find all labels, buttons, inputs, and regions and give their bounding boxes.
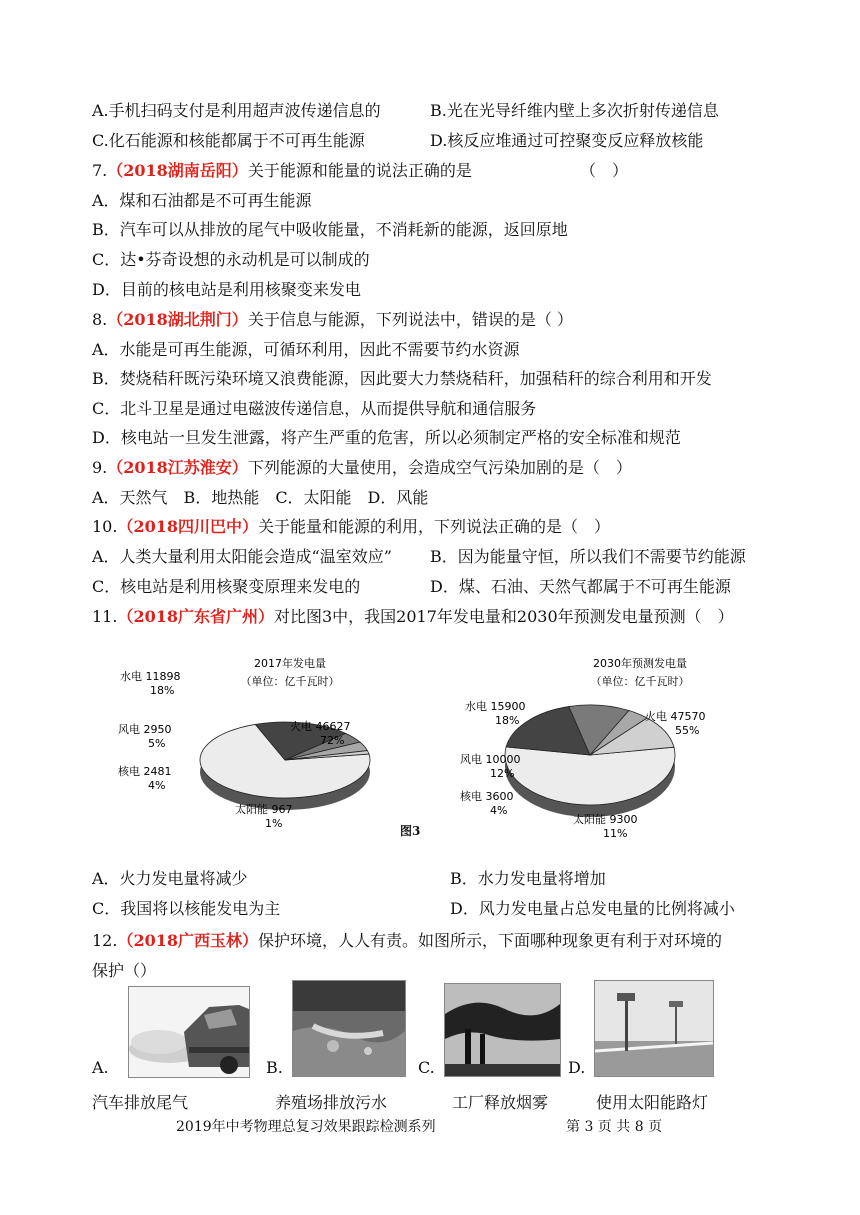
q12-text: 保护环境，人人有责。如图所示，下面哪种现象更有利于对环境的 [258,931,723,950]
q7-stem [92,160,472,182]
pie-label-3: 风电 10000 [460,753,521,766]
q7-option-a: A．煤和石油都是不可再生能源 [92,191,312,210]
q10-option-c: C．核电站是利用核聚变原理来发电的 [92,577,361,596]
q7-text: 关于能源和能量的说法正确的是 [247,161,472,180]
q6-option-a: A.手机扫码支付是利用超声波传递信息的 [92,101,381,120]
pie-chart-2017 [110,645,410,840]
pie-percent-5: 1% [265,817,283,830]
pie-2017-svg [110,645,410,840]
q6-option-c: C.化石能源和核能都属于不可再生能源 [92,131,365,150]
q12-letter-c: C. [418,1058,435,1077]
q10-text: 关于能量和能源的利用，下列说法正确的是（ ） [258,517,611,536]
q9-number: 9. [92,458,108,477]
pie-percent-1: 72% [320,734,345,747]
q11-option-d: D．风力发电量占总发电量的比例将减小 [450,899,735,918]
pie-label-4: 核电 3600 [460,790,514,803]
q8-option-a: A．水能是可再生能源，可循环利用，因此不需要节约水资源 [92,340,520,359]
q10-source: （2018四川巴中） [117,517,258,536]
pie-title: 2030年预测发电量 [593,657,687,670]
q12-stem [92,930,722,952]
q8-option-c: C．北斗卫星是通过电磁波传递信息，从而提供导航和通信服务 [92,399,537,418]
pie-label-2: 水电 15900 [465,700,526,713]
q10-option-b: B．因为能量守恒，所以我们不需要节约能源 [430,547,746,566]
pie-subtitle: （单位：亿千瓦时） [240,675,340,688]
q12-number: 12. [92,931,118,950]
q11-text: 对比图3中，我国2017年发电量和2030年预测发电量预测（ ） [274,607,734,626]
pie-label-3: 风电 2950 [118,723,172,736]
farm-sewage-image [292,980,406,1077]
q9-stem [92,457,632,479]
pie-percent-4: 4% [490,804,508,817]
pie-chart-2030 [455,645,755,840]
q11-source: （2018广东省广州） [117,607,274,626]
q8-stem [92,309,573,331]
q12-letter-a: A. [92,1058,109,1077]
q11-stem [92,606,734,628]
q7-source: （2018湖南岳阳） [107,161,248,180]
car-exhaust-image [128,986,250,1078]
q12-source: （2018广西玉林） [117,931,258,950]
q6-option-b: B.光在光导纤维内壁上多次折射传递信息 [430,101,719,120]
pie-label-1: 火电 46627 [290,720,351,733]
solar-streetlight-image [594,980,714,1077]
q8-source: （2018湖北荆门） [107,310,248,329]
pie-label-2: 水电 11898 [120,670,181,683]
q12-letter-b: B. [266,1058,283,1077]
factory-smoke-image [444,983,561,1077]
q7-option-d: D．目前的核电站是利用核聚变来发电 [92,280,361,299]
q12-stem-cont: 保护（） [92,961,157,980]
pie-2030-svg [455,645,755,840]
q9-text: 下列能源的大量使用，会造成空气污染加剧的是（ ） [247,458,632,477]
pie-label-4: 核电 2481 [118,765,172,778]
q12-caption-c: 工厂释放烟雾 [452,1093,549,1112]
q7-option-c: C．达•芬奇设想的永动机是可以制成的 [92,250,370,269]
q7-number: 7. [92,161,108,180]
q12-caption-a: 汽车排放尾气 [92,1093,189,1112]
q10-number: 10. [92,517,118,536]
q10-option-d: D．煤、石油、天然气都属于不可再生能源 [430,577,731,596]
pie-subtitle: （单位：亿千瓦时） [590,675,690,688]
pie-percent-2: 18% [150,684,175,697]
pie-label-1: 火电 47570 [645,710,706,723]
pie-percent-3: 5% [148,737,166,750]
pie-percent-2: 18% [495,714,520,727]
q11-option-b: B．水力发电量将增加 [450,869,606,888]
q12-caption-d: 使用太阳能路灯 [596,1093,709,1112]
q9-options: A．天然气 B．地热能 C．太阳能 D．风能 [92,488,429,507]
q8-number: 8. [92,310,108,329]
q11-option-a: A．火力发电量将减少 [92,869,248,888]
pie-percent-4: 4% [148,779,166,792]
pie-percent-1: 55% [675,724,700,737]
q7-answer-paren: （ ） [580,161,629,180]
q6-option-d: D.核反应堆通过可控聚变反应释放核能 [430,131,704,150]
q8-option-d: D．核电站一旦发生泄露，将产生严重的危害，所以必须制定严格的安全标准和规范 [92,428,681,447]
figure-label: 图3 [400,824,421,838]
q11-option-c: C．我国将以核能发电为主 [92,899,281,918]
footer-page-number: 第 3 页 共 8 页 [566,1119,663,1135]
q8-option-b: B．焚烧秸秆既污染环境又浪费能源，因此要大力禁烧秸秆，加强秸秆的综合利用和开发 [92,369,712,388]
q12-caption-b: 养殖场排放污水 [275,1093,388,1112]
footer-series: 2019年中考物理总复习效果跟踪检测系列 [176,1119,436,1135]
q10-stem [92,516,610,538]
pie-label-5: 太阳能 9300 [573,813,638,826]
q10-option-a: A．人类大量利用太阳能会造成“温室效应” [92,547,392,566]
q8-text: 关于信息与能源，下列说法中，错误的是（ ） [247,310,573,329]
q11-number: 11. [92,607,118,626]
pie-percent-5: 11% [603,827,628,840]
pie-percent-3: 12% [490,767,515,780]
q9-source: （2018江苏淮安） [107,458,248,477]
q12-letter-d: D. [568,1058,586,1077]
pie-title: 2017年发电量 [254,657,326,670]
pie-label-5: 太阳能 967 [235,803,293,816]
q7-option-b: B．汽车可以从排放的尾气中吸收能量，不消耗新的能源，返回原地 [92,220,568,239]
